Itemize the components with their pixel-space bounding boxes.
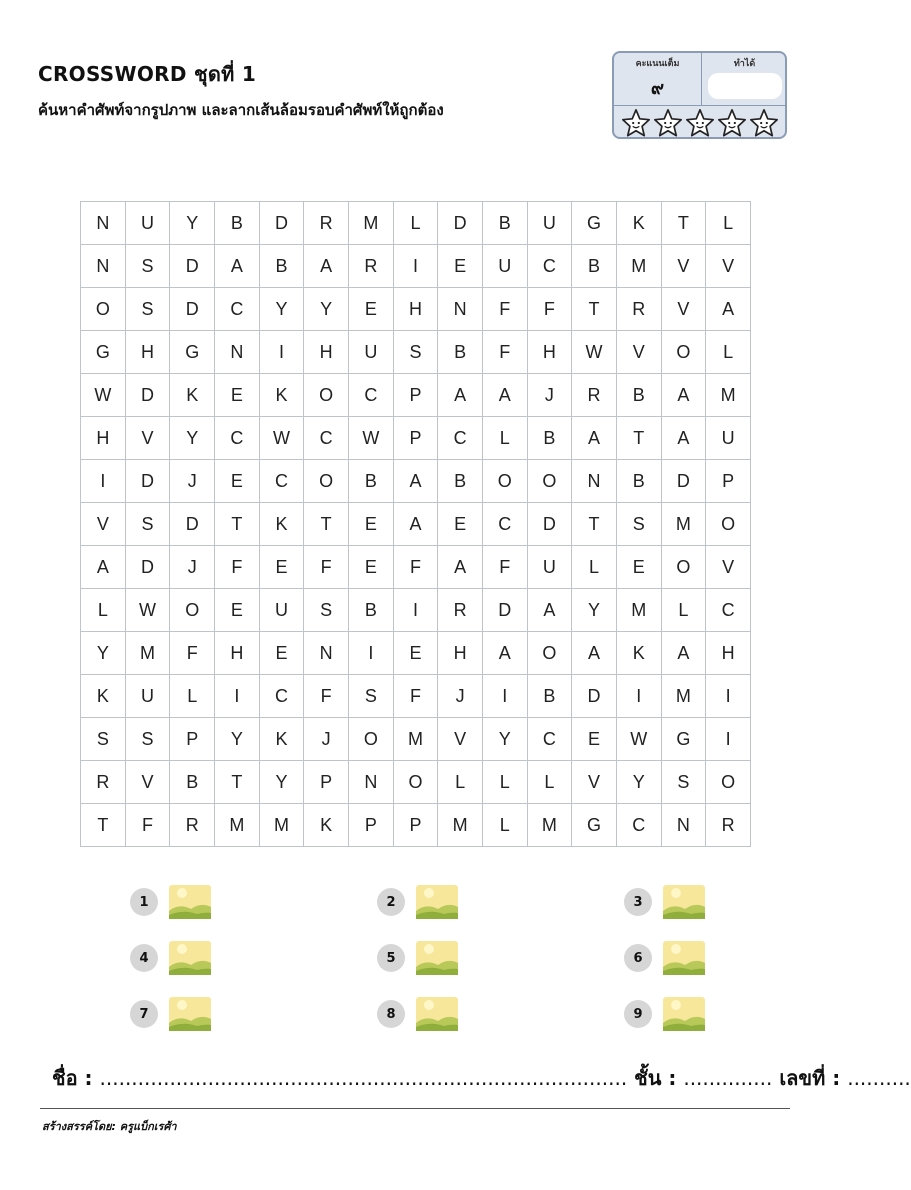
grid-cell[interactable]: H — [393, 288, 438, 331]
grid-cell[interactable]: B — [482, 202, 527, 245]
clue-item — [377, 941, 458, 975]
clue-item — [130, 941, 211, 975]
grid-cell[interactable]: H — [125, 331, 170, 374]
grid-cell[interactable]: V — [438, 718, 483, 761]
grid-cell[interactable]: C — [706, 589, 751, 632]
grid-cell[interactable]: J — [304, 718, 349, 761]
grid-cell[interactable]: K — [81, 675, 126, 718]
grid-cell[interactable]: K — [259, 718, 304, 761]
grid-cell[interactable]: T — [304, 503, 349, 546]
grid-cell[interactable]: U — [706, 417, 751, 460]
grid-cell[interactable]: E — [616, 546, 661, 589]
grid-cell[interactable]: E — [348, 288, 393, 331]
grid-cell[interactable]: T — [81, 804, 126, 847]
grid-cell[interactable]: I — [348, 632, 393, 675]
grid-cell[interactable]: B — [572, 245, 617, 288]
grid-cell[interactable]: B — [616, 460, 661, 503]
grid-cell[interactable]: T — [215, 761, 260, 804]
grid-cell[interactable]: T — [572, 503, 617, 546]
grid-row — [81, 331, 751, 374]
grid-cell[interactable]: R — [706, 804, 751, 847]
grid-cell[interactable]: G — [661, 718, 706, 761]
obtained-score-cell — [702, 53, 787, 105]
grid-cell[interactable]: E — [259, 632, 304, 675]
smiling-star-icon[interactable] — [717, 108, 747, 138]
grid-cell[interactable]: H — [706, 632, 751, 675]
grid-cell[interactable]: E — [438, 245, 483, 288]
grid-cell[interactable]: M — [616, 245, 661, 288]
grid-cell[interactable]: O — [527, 460, 572, 503]
grid-cell[interactable]: F — [125, 804, 170, 847]
grid-cell[interactable]: G — [572, 804, 617, 847]
grid-cell[interactable]: H — [81, 417, 126, 460]
grid-cell[interactable]: M — [438, 804, 483, 847]
grid-cell[interactable]: M — [348, 202, 393, 245]
grid-cell[interactable]: V — [81, 503, 126, 546]
grid-cell[interactable]: M — [125, 632, 170, 675]
grid-cell[interactable]: I — [81, 460, 126, 503]
grid-cell[interactable]: M — [661, 675, 706, 718]
grid-cell[interactable]: I — [393, 589, 438, 632]
grid-cell[interactable]: L — [706, 202, 751, 245]
grid-cell[interactable]: Y — [170, 417, 215, 460]
grid-cell[interactable]: D — [170, 245, 215, 288]
clue-item — [624, 941, 705, 975]
grid-cell[interactable]: W — [81, 374, 126, 417]
clue-number: 9 — [624, 1000, 652, 1028]
grid-cell[interactable]: K — [616, 632, 661, 675]
creator-credit: สร้างสรรค์โดย: ครูแบ็กเรศ้า — [42, 1120, 177, 1133]
obtained-score-label: ทำได้ — [733, 59, 756, 69]
grid-cell[interactable]: A — [661, 632, 706, 675]
grid-cell[interactable]: S — [81, 718, 126, 761]
grid-cell[interactable]: F — [527, 288, 572, 331]
grid-cell[interactable]: O — [482, 460, 527, 503]
grid-cell[interactable]: E — [348, 546, 393, 589]
grid-cell[interactable]: B — [527, 417, 572, 460]
grid-cell[interactable]: R — [170, 804, 215, 847]
number-field[interactable]: .......... — [847, 1066, 911, 1090]
grid-cell[interactable]: U — [125, 202, 170, 245]
grid-cell[interactable]: D — [170, 503, 215, 546]
grid-cell[interactable]: A — [572, 417, 617, 460]
grid-row — [81, 245, 751, 288]
grid-cell[interactable]: F — [304, 546, 349, 589]
grid-cell[interactable]: O — [304, 460, 349, 503]
grid-cell[interactable]: F — [393, 675, 438, 718]
grid-cell[interactable]: A — [438, 374, 483, 417]
grid-cell[interactable]: N — [572, 460, 617, 503]
clue-item — [377, 997, 458, 1031]
grid-cell[interactable]: N — [81, 245, 126, 288]
clue-number: 3 — [624, 888, 652, 916]
grid-cell[interactable]: T — [661, 202, 706, 245]
grid-cell[interactable]: C — [527, 245, 572, 288]
grid-cell[interactable]: T — [215, 503, 260, 546]
grid-cell[interactable]: D — [661, 460, 706, 503]
grid-cell[interactable]: N — [661, 804, 706, 847]
grid-cell[interactable]: Y — [304, 288, 349, 331]
grid-row — [81, 202, 751, 245]
grid-cell[interactable]: C — [527, 718, 572, 761]
grid-cell[interactable]: E — [259, 546, 304, 589]
grid-row — [81, 804, 751, 847]
rating-stars — [614, 105, 785, 140]
grid-cell[interactable]: C — [616, 804, 661, 847]
grid-row — [81, 417, 751, 460]
grid-row — [81, 546, 751, 589]
grid-row — [81, 675, 751, 718]
class-field[interactable]: .............. — [683, 1066, 773, 1090]
grid-cell[interactable]: S — [348, 675, 393, 718]
grid-cell[interactable]: D — [438, 202, 483, 245]
grid-cell[interactable]: R — [81, 761, 126, 804]
grid-cell[interactable]: T — [572, 288, 617, 331]
grid-cell[interactable]: P — [393, 804, 438, 847]
grid-cell[interactable]: O — [348, 718, 393, 761]
grid-cell[interactable]: B — [438, 331, 483, 374]
grid-cell[interactable]: V — [706, 546, 751, 589]
score-box — [612, 51, 787, 139]
grid-cell[interactable]: L — [527, 761, 572, 804]
grid-cell[interactable]: I — [706, 718, 751, 761]
grid-cell[interactable]: G — [81, 331, 126, 374]
grid-cell[interactable]: Y — [259, 761, 304, 804]
grid-cell[interactable]: B — [348, 589, 393, 632]
grid-cell[interactable]: C — [259, 675, 304, 718]
grid-cell[interactable]: M — [527, 804, 572, 847]
grid-cell[interactable]: C — [348, 374, 393, 417]
grid-cell[interactable]: U — [527, 202, 572, 245]
grid-cell[interactable]: C — [482, 503, 527, 546]
grid-cell[interactable]: D — [170, 288, 215, 331]
grid-cell[interactable]: O — [81, 288, 126, 331]
grid-cell[interactable]: N — [81, 202, 126, 245]
grid-cell[interactable]: D — [482, 589, 527, 632]
grid-cell[interactable]: U — [259, 589, 304, 632]
full-score-value: ๙ — [650, 78, 665, 99]
grid-cell[interactable]: N — [304, 632, 349, 675]
grid-cell[interactable]: W — [125, 589, 170, 632]
grid-cell[interactable]: R — [348, 245, 393, 288]
grid-cell[interactable]: R — [304, 202, 349, 245]
grid-cell[interactable]: N — [348, 761, 393, 804]
grid-row — [81, 288, 751, 331]
grid-cell[interactable]: F — [482, 546, 527, 589]
worksheet-instruction: ค้นหาคำศัพท์จากรูปภาพ และลากเส้นล้อมรอบคำศัพท์ให้ถูกต้อง — [38, 101, 444, 119]
grid-cell[interactable]: O — [304, 374, 349, 417]
grid-cell[interactable]: C — [438, 417, 483, 460]
grid-cell[interactable]: A — [393, 460, 438, 503]
grid-cell[interactable]: A — [482, 632, 527, 675]
grid-cell[interactable]: C — [259, 460, 304, 503]
grid-cell[interactable]: I — [215, 675, 260, 718]
grid-row — [81, 589, 751, 632]
grid-cell[interactable]: H — [215, 632, 260, 675]
grid-cell[interactable]: A — [661, 417, 706, 460]
grid-cell[interactable]: L — [572, 546, 617, 589]
grid-row — [81, 761, 751, 804]
grid-cell[interactable]: B — [438, 460, 483, 503]
grid-cell[interactable]: B — [259, 245, 304, 288]
grid-cell[interactable]: M — [661, 503, 706, 546]
grid-cell[interactable]: M — [393, 718, 438, 761]
grid-cell[interactable]: N — [438, 288, 483, 331]
grid-cell[interactable]: E — [438, 503, 483, 546]
grid-cell[interactable]: C — [215, 288, 260, 331]
full-score-label: คะแนนเต็ม — [635, 59, 680, 69]
image-placeholder-icon — [416, 885, 458, 919]
grid-cell[interactable]: P — [348, 804, 393, 847]
grid-cell[interactable]: B — [170, 761, 215, 804]
grid-cell[interactable]: H — [527, 331, 572, 374]
grid-cell[interactable]: W — [616, 718, 661, 761]
grid-cell[interactable]: A — [304, 245, 349, 288]
grid-cell[interactable]: I — [393, 245, 438, 288]
class-label: ชั้น : — [634, 1066, 677, 1090]
grid-cell[interactable]: Y — [170, 202, 215, 245]
grid-cell[interactable]: R — [616, 288, 661, 331]
grid-row — [81, 718, 751, 761]
image-placeholder-icon — [663, 885, 705, 919]
grid-cell[interactable]: P — [393, 417, 438, 460]
clue-number: 5 — [377, 944, 405, 972]
grid-cell[interactable]: Y — [572, 589, 617, 632]
grid-cell[interactable]: L — [482, 417, 527, 460]
grid-cell[interactable]: C — [215, 417, 260, 460]
clue-item — [624, 885, 705, 919]
number-label: เลขที่ : — [779, 1066, 841, 1090]
grid-cell[interactable]: T — [616, 417, 661, 460]
grid-cell[interactable]: I — [259, 331, 304, 374]
image-placeholder-icon — [416, 941, 458, 975]
image-placeholder-icon — [416, 997, 458, 1031]
grid-cell[interactable]: S — [616, 503, 661, 546]
grid-cell[interactable]: Y — [81, 632, 126, 675]
score-box-top — [614, 53, 785, 105]
grid-cell[interactable]: U — [527, 546, 572, 589]
clue-number: 1 — [130, 888, 158, 916]
clue-number: 4 — [130, 944, 158, 972]
grid-cell[interactable]: O — [170, 589, 215, 632]
grid-cell[interactable]: L — [170, 675, 215, 718]
word-search-grid — [80, 201, 751, 847]
grid-cell[interactable]: E — [215, 589, 260, 632]
grid-cell[interactable]: H — [304, 331, 349, 374]
grid-cell[interactable]: D — [125, 546, 170, 589]
grid-row — [81, 460, 751, 503]
grid-cell[interactable]: Y — [259, 288, 304, 331]
grid-cell[interactable]: S — [661, 761, 706, 804]
image-placeholder-icon — [169, 997, 211, 1031]
grid-cell[interactable]: B — [616, 374, 661, 417]
grid-cell[interactable]: V — [661, 288, 706, 331]
grid-cell[interactable]: W — [259, 417, 304, 460]
grid-cell[interactable]: O — [527, 632, 572, 675]
grid-cell[interactable]: G — [572, 202, 617, 245]
grid-cell[interactable]: A — [438, 546, 483, 589]
grid-cell[interactable]: F — [482, 331, 527, 374]
grid-cell[interactable]: S — [125, 503, 170, 546]
grid-cell[interactable]: P — [304, 761, 349, 804]
grid-cell[interactable]: U — [348, 331, 393, 374]
grid-cell[interactable]: L — [482, 804, 527, 847]
worksheet-title: CROSSWORD ชุดที่ 1 — [38, 62, 257, 86]
full-score-cell — [614, 53, 702, 105]
grid-cell[interactable]: L — [661, 589, 706, 632]
obtained-score-field[interactable] — [708, 73, 782, 99]
image-placeholder-icon — [663, 941, 705, 975]
grid-cell[interactable]: D — [125, 460, 170, 503]
grid-cell[interactable]: M — [616, 589, 661, 632]
clue-item — [377, 885, 458, 919]
grid-cell[interactable]: K — [259, 374, 304, 417]
smiling-star-icon[interactable] — [749, 108, 779, 138]
grid-cell[interactable]: G — [170, 331, 215, 374]
grid-cell[interactable]: W — [572, 331, 617, 374]
grid-cell[interactable]: I — [482, 675, 527, 718]
grid-cell[interactable]: L — [482, 761, 527, 804]
image-placeholder-icon — [169, 885, 211, 919]
grid-cell[interactable]: W — [348, 417, 393, 460]
grid-cell[interactable]: V — [125, 761, 170, 804]
grid-cell[interactable]: M — [259, 804, 304, 847]
grid-cell[interactable]: A — [482, 374, 527, 417]
image-placeholder-icon — [663, 997, 705, 1031]
grid-cell[interactable]: N — [215, 331, 260, 374]
grid-cell[interactable]: A — [215, 245, 260, 288]
smiling-star-icon[interactable] — [653, 108, 683, 138]
name-field[interactable]: ................................................................................... — [99, 1066, 628, 1090]
clue-number: 8 — [377, 1000, 405, 1028]
clue-item — [130, 997, 211, 1031]
grid-cell[interactable]: A — [527, 589, 572, 632]
grid-cell[interactable]: A — [572, 632, 617, 675]
grid-cell[interactable]: S — [125, 245, 170, 288]
grid-row — [81, 374, 751, 417]
grid-cell[interactable]: P — [170, 718, 215, 761]
grid-cell[interactable]: S — [393, 331, 438, 374]
grid-cell[interactable]: F — [304, 675, 349, 718]
grid-cell[interactable]: D — [125, 374, 170, 417]
grid-cell[interactable]: R — [572, 374, 617, 417]
grid-row — [81, 632, 751, 675]
student-info-line — [52, 1062, 911, 1094]
grid-cell[interactable]: B — [215, 202, 260, 245]
grid-cell[interactable]: U — [482, 245, 527, 288]
grid-cell[interactable]: V — [706, 245, 751, 288]
grid-cell[interactable]: K — [259, 503, 304, 546]
grid-cell[interactable]: V — [616, 331, 661, 374]
grid-cell[interactable]: D — [527, 503, 572, 546]
grid-cell[interactable]: O — [706, 761, 751, 804]
grid-cell[interactable]: L — [706, 331, 751, 374]
grid-cell[interactable]: K — [616, 202, 661, 245]
grid-cell[interactable]: Y — [215, 718, 260, 761]
grid-cell[interactable]: J — [170, 546, 215, 589]
grid-cell[interactable]: L — [81, 589, 126, 632]
grid-cell[interactable]: K — [304, 804, 349, 847]
smiling-star-icon[interactable] — [685, 108, 715, 138]
grid-cell[interactable]: D — [572, 675, 617, 718]
grid-row — [81, 503, 751, 546]
grid-cell[interactable]: D — [259, 202, 304, 245]
smiling-star-icon[interactable] — [621, 108, 651, 138]
grid-cell[interactable]: Y — [482, 718, 527, 761]
grid-cell[interactable]: E — [393, 632, 438, 675]
grid-cell[interactable]: E — [215, 460, 260, 503]
grid-cell[interactable]: F — [215, 546, 260, 589]
grid-cell[interactable]: J — [438, 675, 483, 718]
grid-cell[interactable]: V — [572, 761, 617, 804]
grid-cell[interactable]: V — [125, 417, 170, 460]
grid-cell[interactable]: L — [393, 202, 438, 245]
grid-cell[interactable]: K — [170, 374, 215, 417]
grid-cell[interactable]: E — [348, 503, 393, 546]
grid-cell[interactable]: F — [482, 288, 527, 331]
grid-cell[interactable]: P — [706, 460, 751, 503]
grid-cell[interactable]: A — [706, 288, 751, 331]
grid-cell[interactable]: R — [438, 589, 483, 632]
grid-cell[interactable]: C — [304, 417, 349, 460]
grid-cell[interactable]: Y — [616, 761, 661, 804]
clue-number: 6 — [624, 944, 652, 972]
grid-cell[interactable]: A — [661, 374, 706, 417]
grid-cell[interactable]: J — [527, 374, 572, 417]
grid-cell[interactable]: V — [661, 245, 706, 288]
grid-cell[interactable]: O — [393, 761, 438, 804]
grid-cell[interactable]: S — [125, 718, 170, 761]
grid-cell[interactable]: A — [393, 503, 438, 546]
grid-cell[interactable]: M — [215, 804, 260, 847]
footer-divider — [40, 1108, 790, 1109]
grid-cell[interactable]: S — [304, 589, 349, 632]
grid-cell[interactable]: A — [81, 546, 126, 589]
clue-item — [130, 885, 211, 919]
grid-cell[interactable]: L — [438, 761, 483, 804]
grid-cell[interactable]: H — [438, 632, 483, 675]
image-placeholder-icon — [169, 941, 211, 975]
grid-cell[interactable]: O — [661, 331, 706, 374]
grid-cell[interactable]: I — [616, 675, 661, 718]
grid-cell[interactable]: P — [393, 374, 438, 417]
clue-number: 2 — [377, 888, 405, 916]
grid-cell[interactable]: I — [706, 675, 751, 718]
grid-cell[interactable]: S — [125, 288, 170, 331]
grid-cell[interactable]: B — [348, 460, 393, 503]
grid-cell[interactable]: E — [215, 374, 260, 417]
grid-cell[interactable]: J — [170, 460, 215, 503]
grid-cell[interactable]: M — [706, 374, 751, 417]
grid-cell[interactable]: F — [170, 632, 215, 675]
grid-cell[interactable]: E — [572, 718, 617, 761]
clue-number: 7 — [130, 1000, 158, 1028]
grid-cell[interactable]: F — [393, 546, 438, 589]
clue-item — [624, 997, 705, 1031]
name-label: ชื่อ : — [52, 1066, 93, 1090]
grid-cell[interactable]: O — [661, 546, 706, 589]
grid-cell[interactable]: O — [706, 503, 751, 546]
grid-cell[interactable]: B — [527, 675, 572, 718]
grid-cell[interactable]: U — [125, 675, 170, 718]
